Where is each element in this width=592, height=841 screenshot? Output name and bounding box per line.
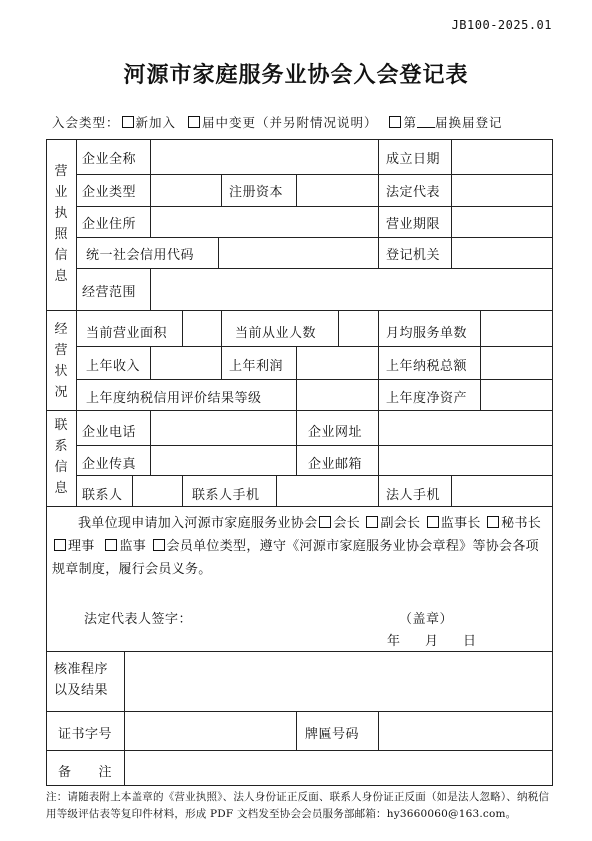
label-cert-number: 证书字号	[58, 727, 113, 742]
col-divider	[296, 445, 297, 475]
option-supervisor: 监事	[119, 539, 147, 554]
label-last-year-revenue: 上年收入	[86, 359, 141, 374]
option-president: 会长	[333, 516, 361, 531]
col-divider	[221, 346, 222, 379]
signature-field[interactable]	[206, 601, 386, 627]
checkbox-secretary[interactable]	[487, 516, 499, 528]
label-monthly-orders: 月均服务单数	[386, 326, 468, 341]
label-company-phone: 企业电话	[82, 425, 137, 440]
signature-label: 法定代表人签字：	[84, 612, 193, 627]
label-address: 企业住所	[82, 217, 137, 232]
label-legal-mobile: 法人手机	[386, 488, 441, 503]
plaque-number-field[interactable]	[379, 712, 551, 749]
founding-date-field[interactable]	[452, 140, 551, 173]
legal-mobile-field[interactable]	[452, 476, 551, 505]
label-last-year-tax: 上年纳税总额	[386, 359, 468, 374]
form-title: 河源市家庭服务业协会入会登记表	[123, 62, 469, 88]
company-name-field[interactable]	[151, 140, 377, 173]
approval-label-line1: 核准程序	[54, 662, 109, 677]
checkbox-member[interactable]	[153, 539, 165, 551]
col-divider	[378, 310, 379, 346]
label-current-area: 当前营业面积	[86, 326, 168, 341]
col-divider	[378, 139, 379, 268]
last-year-net-assets-field[interactable]	[481, 380, 551, 409]
company-email-field[interactable]	[379, 446, 551, 474]
registered-capital-field[interactable]	[297, 175, 377, 205]
section-contact: 联系信息	[54, 418, 68, 496]
label-last-year-profit: 上年利润	[229, 359, 284, 374]
table-border-bottom	[46, 785, 552, 786]
current-employees-field[interactable]	[339, 311, 377, 345]
option-supervisor-chief: 监事长	[440, 516, 481, 531]
col-divider	[221, 174, 222, 206]
label-company-website: 企业网址	[308, 425, 363, 440]
contact-mobile-field[interactable]	[277, 476, 377, 505]
label-company-fax: 企业传真	[82, 457, 137, 472]
legal-rep-field[interactable]	[452, 175, 551, 205]
row-divider	[46, 310, 552, 311]
option-vice-president: 副会长	[380, 516, 421, 531]
company-website-field[interactable]	[379, 411, 551, 444]
registration-table	[46, 139, 552, 786]
contact-person-field[interactable]	[133, 476, 181, 505]
label-legal-rep: 法定代表	[386, 185, 441, 200]
col-divider	[76, 139, 77, 506]
row-divider	[46, 506, 552, 507]
company-type-field[interactable]	[151, 175, 220, 205]
option-change-label: 届中变更（并另附情况说明）	[201, 115, 378, 130]
term-number-blank[interactable]	[417, 117, 435, 128]
approval-label-line2: 以及结果	[54, 683, 109, 698]
membership-type-row	[52, 113, 552, 131]
label-current-employees: 当前从业人数	[235, 326, 317, 341]
label-business-scope: 经营范围	[82, 285, 137, 300]
option-renew-suffix: 届换届登记	[434, 115, 503, 130]
label-business-term: 营业期限	[386, 217, 441, 232]
tax-credit-rating-field[interactable]	[297, 380, 377, 409]
date-month: 月	[425, 634, 439, 649]
business-scope-field[interactable]	[151, 269, 551, 309]
checkbox-president[interactable]	[319, 516, 331, 528]
checkbox-supervisor-chief[interactable]	[427, 516, 439, 528]
declaration-text	[52, 512, 548, 581]
credit-code-field[interactable]	[219, 238, 377, 267]
last-year-profit-field[interactable]	[297, 347, 377, 378]
col-divider	[378, 346, 379, 379]
registration-authority-field[interactable]	[452, 238, 551, 267]
business-term-field[interactable]	[452, 207, 551, 236]
date-year: 年	[387, 634, 401, 649]
company-fax-field[interactable]	[151, 446, 295, 474]
approval-result-field[interactable]	[125, 652, 551, 710]
col-divider	[296, 410, 297, 445]
label-registered-capital: 注册资本	[229, 185, 284, 200]
membership-type-label: 入会类型：	[52, 115, 120, 130]
document-code: JB100-2025.01	[451, 18, 552, 32]
col-divider	[296, 711, 297, 750]
checkbox-director[interactable]	[54, 539, 66, 551]
table-border-right	[552, 139, 553, 786]
approval-label	[54, 659, 108, 701]
footnote: 注：请随表附上本盖章的《营业执照》、法人身份证正反面、联系人身份证正反面（如是法人忽略）、纳税信用等级评估表等复印件材料，形成 PDF 文档发至协会会员服务部邮箱：hy3660060@163.com。	[46, 791, 550, 820]
label-contact-person: 联系人	[82, 488, 123, 503]
section-business-license: 营业执照信息	[54, 164, 68, 284]
declaration-part1: 我单位现申请加入河源市家庭服务业协会	[78, 516, 318, 531]
label-contact-mobile: 联系人手机	[192, 488, 260, 503]
label-founding-date: 成立日期	[386, 152, 441, 167]
table-border-left	[46, 139, 47, 786]
option-new-label: 新加入	[135, 115, 177, 130]
label-company-email: 企业邮箱	[308, 457, 363, 472]
address-field[interactable]	[151, 207, 377, 236]
label-company-type: 企业类型	[82, 185, 137, 200]
checkbox-renew[interactable]	[389, 116, 401, 128]
checkbox-change[interactable]	[188, 116, 200, 128]
col-divider	[378, 475, 379, 506]
option-secretary: 秘书长	[501, 516, 542, 531]
label-registration-authority: 登记机关	[386, 248, 441, 263]
section-operations: 经营状况	[54, 322, 68, 400]
monthly-orders-field[interactable]	[481, 311, 551, 345]
label-tax-credit-rating: 上年度纳税信用评价结果等级	[86, 391, 262, 406]
company-phone-field[interactable]	[151, 411, 295, 444]
label-plaque-number: 牌匾号码	[305, 727, 360, 742]
option-member: 会员单位类型	[166, 539, 247, 554]
option-renew-prefix: 第	[403, 115, 417, 130]
option-director: 理事	[68, 539, 95, 554]
remarks-field[interactable]	[125, 751, 551, 784]
checkbox-supervisor[interactable]	[105, 539, 117, 551]
checkbox-vice-president[interactable]	[366, 516, 378, 528]
col-divider	[378, 379, 379, 410]
seal-label: （盖章）	[399, 612, 454, 627]
cert-number-field[interactable]	[125, 712, 295, 749]
label-remarks: 备 注	[58, 765, 113, 780]
label-last-year-net-assets: 上年度净资产	[386, 391, 468, 406]
last-year-revenue-field[interactable]	[151, 347, 220, 378]
col-divider	[182, 475, 183, 506]
label-company-name: 企业全称	[82, 152, 137, 167]
label-credit-code: 统一社会信用代码	[86, 248, 195, 263]
checkbox-new[interactable]	[122, 116, 134, 128]
last-year-tax-field[interactable]	[481, 347, 551, 378]
declaration-part2: ，遵守《河源市家庭服务业协会章程》等协会各项规章制度，履行会员义务。	[52, 539, 539, 577]
col-divider	[221, 310, 222, 346]
current-area-field[interactable]	[183, 311, 220, 345]
date-day: 日	[463, 634, 477, 649]
